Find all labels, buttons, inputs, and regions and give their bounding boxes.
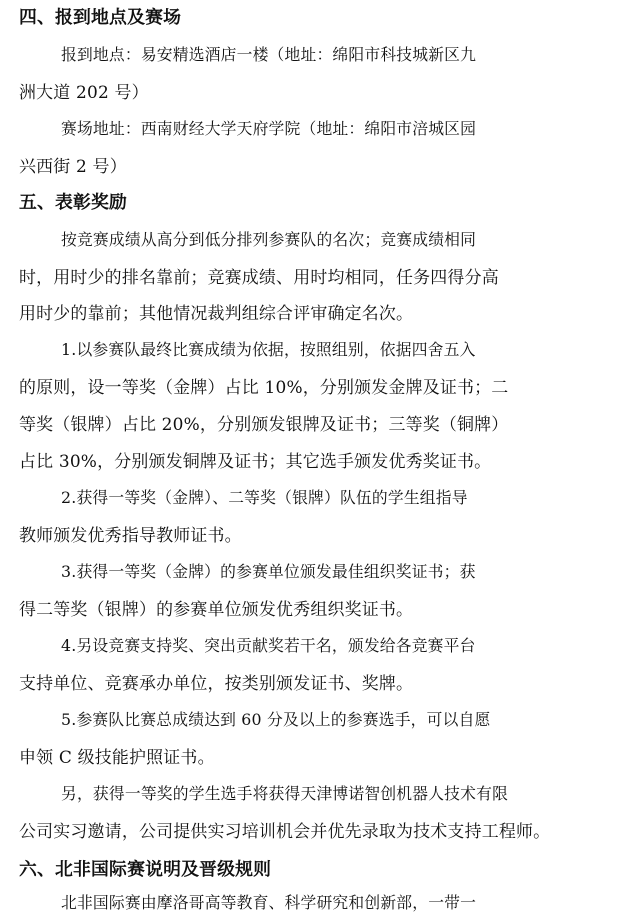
section-heading-5: 五、表彰奖励 [19, 192, 128, 213]
section-heading-4: 四、报到地点及赛场 [19, 7, 182, 28]
paragraph-line: 兴西街 2 号） [19, 156, 127, 176]
paragraph-line: 的原则，设一等奖（金牌）占比 10%，分别颁发金牌及证书；二 [19, 377, 509, 397]
paragraph-line: 报到地点：易安精选酒店一楼（地址：绵阳市科技城新区九 [61, 45, 477, 64]
paragraph-line: 2.获得一等奖（金牌）、二等奖（银牌）队伍的学生组指导 [61, 488, 468, 507]
paragraph-line: 北非国际赛由摩洛哥高等教育、科学研究和创新部，一带一 [61, 893, 477, 912]
paragraph-line: 教师颁发优秀指导教师证书。 [19, 525, 242, 545]
paragraph-line: 4.另设竞赛支持奖、突出贡献奖若干名，颁发给各竞赛平台 [61, 636, 476, 655]
section-heading-6: 六、北非国际赛说明及晋级规则 [19, 859, 272, 880]
paragraph-line: 等奖（银牌）占比 20%，分别颁发银牌及证书；三等奖（铜牌） [19, 414, 509, 434]
paragraph-line: 另，获得一等奖的学生选手将获得天津博诺智创机器人技术有限 [61, 784, 509, 803]
paragraph-line: 申领 C 级技能护照证书。 [19, 747, 215, 767]
paragraph-line: 1.以参赛队最终比赛成绩为依据，按照组别，依据四舍五入 [61, 340, 476, 359]
paragraph-line: 洲大道 202 号） [19, 82, 149, 102]
paragraph-line: 公司实习邀请，公司提供实习培训机会并优先录取为技术支持工程师。 [19, 821, 551, 841]
paragraph-line: 赛场地址：西南财经大学天府学院（地址：绵阳市涪城区园 [61, 119, 477, 138]
paragraph-line: 得二等奖（银牌）的参赛单位颁发优秀组织奖证书。 [19, 599, 414, 619]
paragraph-line: 用时少的靠前；其他情况裁判组综合评审确定名次。 [19, 303, 414, 323]
paragraph-line: 3.获得一等奖（金牌）的参赛单位颁发最佳组织奖证书；获 [61, 562, 476, 581]
paragraph-line: 占比 30%，分别颁发铜牌及证书；其它选手颁发优秀奖证书。 [19, 451, 492, 471]
paragraph-line: 支持单位、竞赛承办单位，按类别颁发证书、奖牌。 [19, 673, 414, 693]
paragraph-line: 按竞赛成绩从高分到低分排列参赛队的名次；竞赛成绩相同 [61, 230, 477, 249]
paragraph-line: 时，用时少的排名靠前；竞赛成绩、用时均相同，任务四得分高 [19, 267, 499, 287]
paragraph-line: 5.参赛队比赛总成绩达到 60 分及以上的参赛选手，可以自愿 [61, 710, 491, 729]
